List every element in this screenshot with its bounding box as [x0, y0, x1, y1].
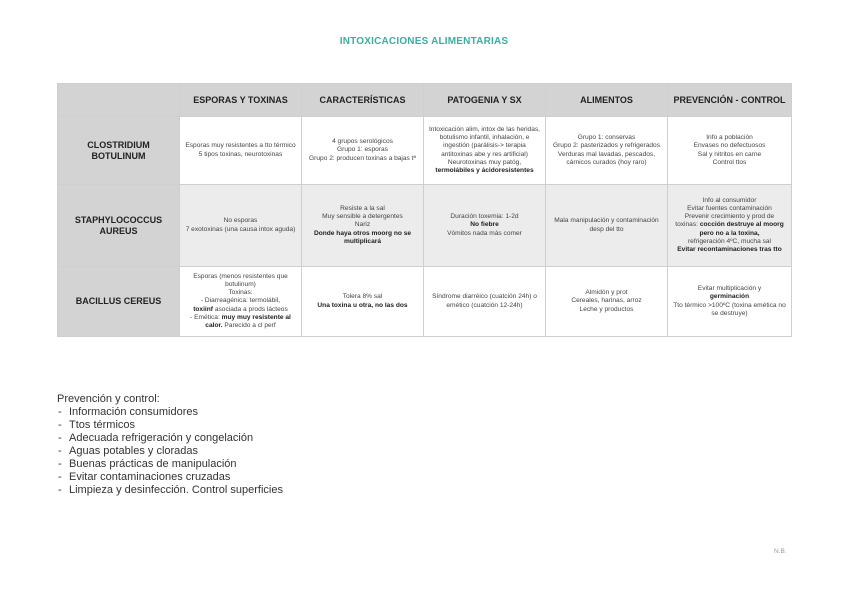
cell-prevencion: Evitar multiplicación y germinación Tto térmico >100ºC (toxina emética no se destruye) [668, 267, 792, 337]
list-item: - Limpieza y desinfección. Control superficies [57, 484, 283, 497]
intoxicaciones-table [57, 83, 792, 337]
header-prevencion: PREVENCIÓN - CONTROL [668, 84, 792, 117]
list-item: - Evitar contaminaciones cruzadas [57, 471, 283, 484]
cell-alimentos: Grupo 1: conservas Grupo 2: pasterizados y refrigerados Verduras mal lavadas, pescados, cárnicos curados (hoy raro) [546, 117, 668, 185]
header-patogenia: PATOGENIA Y SX [424, 84, 546, 117]
row-name: STAPHYLOCOCCUS AUREUS [58, 185, 180, 267]
cell-esporas: No esporas 7 exotoxinas (una causa intox aguda) [180, 185, 302, 267]
list-item: - Información consumidores [57, 406, 283, 419]
header-empty [58, 84, 180, 117]
table-row [58, 117, 792, 185]
cell-prevencion: Info a población Envases no defectuosos Sal y nitritos en carne Control ttos [668, 117, 792, 185]
table-row [58, 267, 792, 337]
prevencion-control-section [57, 393, 283, 497]
list-item: - Ttos térmicos [57, 419, 283, 432]
cell-caracteristicas: Resiste a la sal Muy sensible a detergentes Nariz Donde haya otros moorg no se multiplicará [302, 185, 424, 267]
cell-esporas: Esporas (menos resistentes que botulinum) Toxinas: - Diarreagénica: termolábil, toxiinf asociada a prods lácteos - Emética: muy muy resistente al calor. Parecido a cl perf [180, 267, 302, 337]
table-row [58, 185, 792, 267]
table-header-row [58, 84, 792, 117]
list-item: - Adecuada refrigeración y congelación [57, 432, 283, 445]
cell-patogenia: Intoxicación alim, intox de las heridas, botulismo infantil, inhalación, e ingestión (parálisis-> terapia antitoxinas abe y res artificial) Neurotoxinas muy patóg, termolábiles y ácidoresistentes [424, 117, 546, 185]
cell-alimentos: Almidón y prot Cereales, harinas, arroz Leche y productos [546, 267, 668, 337]
cell-esporas: Esporas muy resistentes a tto térmico 5 tipos toxinas, neurotoxinas [180, 117, 302, 185]
cell-caracteristicas: 4 grupos serológicos Grupo 1: esporas Grupo 2: producen toxinas a bajas tª [302, 117, 424, 185]
section-heading: Prevención y control: [57, 393, 160, 405]
cell-prevencion: Info al consumidor Evitar fuentes contaminación Prevenir crecimiento y prod de toxinas: cocción destruye al moorg pero no a la toxina, refrigeración 4ºC, mucha sal Evitar recontaminaciones tras tto [668, 185, 792, 267]
list-item: - Aguas potables y cloradas [57, 445, 283, 458]
header-esporas-toxinas: ESPORAS Y TOXINAS [180, 84, 302, 117]
cell-caracteristicas: Tolera 8% sal Una toxina u otra, no las dos [302, 267, 424, 337]
cell-alimentos: Mala manipulación y contaminación desp del tto [546, 185, 668, 267]
cell-patogenia: Duración toxemia: 1-2d No fiebre Vómitos nada más comer [424, 185, 546, 267]
cell-patogenia: Síndrome diarréico (cuatción 24h) o emético (cuatción 12-24h) [424, 267, 546, 337]
page-title: INTOXICACIONES ALIMENTARIAS [339, 36, 509, 47]
header-alimentos: ALIMENTOS [546, 84, 668, 117]
list-item: - Buenas prácticas de manipulación [57, 458, 283, 471]
row-name: CLOSTRIDIUM BOTULINUM [58, 117, 180, 185]
prevencion-list [57, 406, 283, 497]
header-caracteristicas: CARACTERÍSTICAS [302, 84, 424, 117]
footer-initials: N.B. [774, 548, 787, 555]
row-name: BACILLUS CEREUS [58, 267, 180, 337]
